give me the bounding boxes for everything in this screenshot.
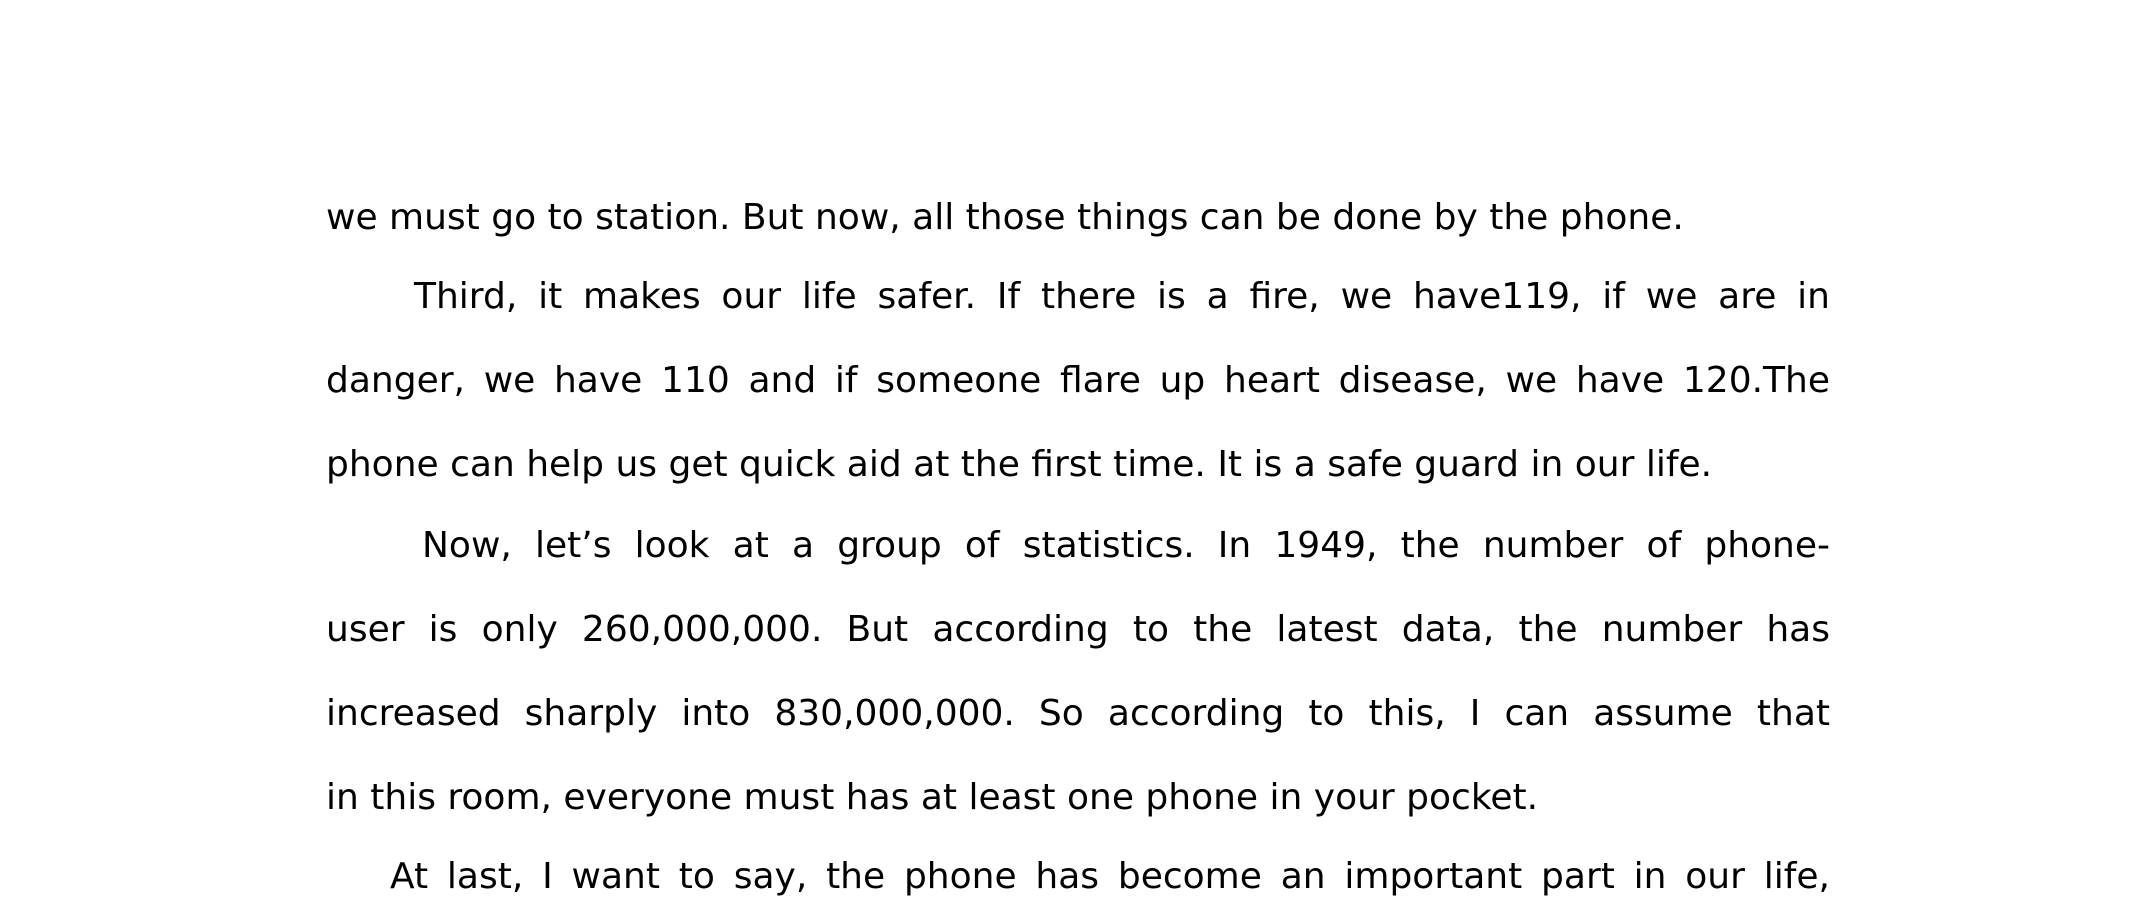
text-line-4: phone can help us get quick aid at the first time. It is a safe guard in our life. bbox=[326, 444, 1713, 485]
text-line-9: At last, I want to say, the phone has become an important part in our life, bbox=[390, 856, 1830, 897]
text-line-1: we must go to station. But now, all those things can be done by the phone. bbox=[326, 197, 1684, 238]
text-line-3: danger, we have 110 and if someone flare up heart disease, we have 120.The bbox=[326, 360, 1830, 401]
text-line-7: increased sharply into 830,000,000. So according to this, I can assume that bbox=[326, 693, 1830, 734]
text-line-2: Third, it makes our life safer. If there is a fire, we have119, if we are in bbox=[414, 276, 1830, 317]
text-line-5: Now, let’s look at a group of statistics. In 1949, the number of phone- bbox=[422, 525, 1830, 566]
text-line-8: in this room, everyone must has at least one phone in your pocket. bbox=[326, 777, 1539, 818]
text-line-6: user is only 260,000,000. But according to the latest data, the number has bbox=[326, 609, 1830, 650]
